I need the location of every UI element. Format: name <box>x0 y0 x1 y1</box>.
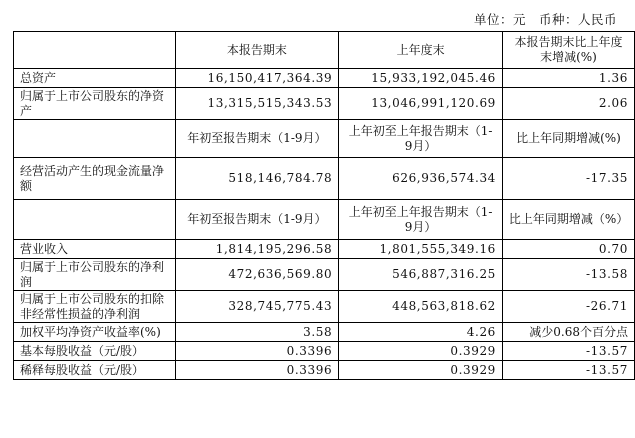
row-label: 归属于上市公司股东的净利润 <box>14 259 176 291</box>
value-previous: 0.3929 <box>339 361 503 380</box>
value-current: 13,315,515,343.53 <box>175 88 339 120</box>
value-current: 518,146,784.78 <box>175 158 339 200</box>
value-current: 0.3396 <box>175 361 339 380</box>
header-prior-ytd: 上年初至上年报告期末（1-9月） <box>339 200 503 240</box>
currency-unit-note: 单位：元 币种：人民币 <box>473 12 617 27</box>
value-change: 1.36 <box>502 69 634 88</box>
table-row <box>14 291 635 323</box>
value-change: 2.06 <box>502 88 634 120</box>
value-previous: 4.26 <box>339 323 503 342</box>
value-change: -13.57 <box>502 342 634 361</box>
financial-data-table <box>13 31 635 380</box>
value-previous: 626,936,574.34 <box>339 158 503 200</box>
header-ytd: 年初至报告期末（1-9月） <box>175 200 339 240</box>
row-label: 归属于上市公司股东的扣除非经常性损益的净利润 <box>14 291 176 323</box>
value-current: 16,150,417,364.39 <box>175 69 339 88</box>
value-current: 328,745,775.43 <box>175 291 339 323</box>
income-header-row <box>14 200 635 240</box>
table-row <box>14 342 635 361</box>
value-previous: 1,801,555,349.16 <box>339 240 503 259</box>
header-yoy-change: 比上年同期增减(%) <box>502 120 634 158</box>
row-label: 总资产 <box>14 69 176 88</box>
row-label: 营业收入 <box>14 240 176 259</box>
row-label: 基本每股收益（元/股） <box>14 342 176 361</box>
table-row <box>14 69 635 88</box>
header-prior-ytd: 上年初至上年报告期末（1-9月） <box>339 120 503 158</box>
header-change-percent: 本报告期末比上年度末增减(%) <box>502 32 634 69</box>
value-current: 472,636,569.80 <box>175 259 339 291</box>
row-label: 稀释每股收益（元/股） <box>14 361 176 380</box>
header-empty-cell <box>14 32 176 69</box>
header-ytd: 年初至报告期末（1-9月） <box>175 120 339 158</box>
value-change: -13.57 <box>502 361 634 380</box>
value-change: -17.35 <box>502 158 634 200</box>
value-change: 减少0.68个百分点 <box>502 323 634 342</box>
table-row <box>14 361 635 380</box>
value-change: -13.58 <box>502 259 634 291</box>
table-row <box>14 158 635 200</box>
value-previous: 15,933,192,045.46 <box>339 69 503 88</box>
row-label: 归属于上市公司股东的净资产 <box>14 88 176 120</box>
table-row <box>14 88 635 120</box>
table-row <box>14 323 635 342</box>
row-label: 经营活动产生的现金流量净额 <box>14 158 176 200</box>
balance-header-row <box>14 32 635 69</box>
header-empty-cell <box>14 200 176 240</box>
cashflow-header-row <box>14 120 635 158</box>
header-last-year-end: 上年度末 <box>339 32 503 69</box>
value-previous: 13,046,991,120.69 <box>339 88 503 120</box>
table-row <box>14 240 635 259</box>
header-yoy-change: 比上年同期增减（%） <box>502 200 634 240</box>
header-current-period-end: 本报告期末 <box>175 32 339 69</box>
value-previous: 448,563,818.62 <box>339 291 503 323</box>
value-previous: 0.3929 <box>339 342 503 361</box>
row-label: 加权平均净资产收益率(%) <box>14 323 176 342</box>
value-change: 0.70 <box>502 240 634 259</box>
value-current: 3.58 <box>175 323 339 342</box>
value-change: -26.71 <box>502 291 634 323</box>
table-row <box>14 259 635 291</box>
value-previous: 546,887,316.25 <box>339 259 503 291</box>
header-empty-cell <box>14 120 176 158</box>
value-current: 1,814,195,296.58 <box>175 240 339 259</box>
value-current: 0.3396 <box>175 342 339 361</box>
